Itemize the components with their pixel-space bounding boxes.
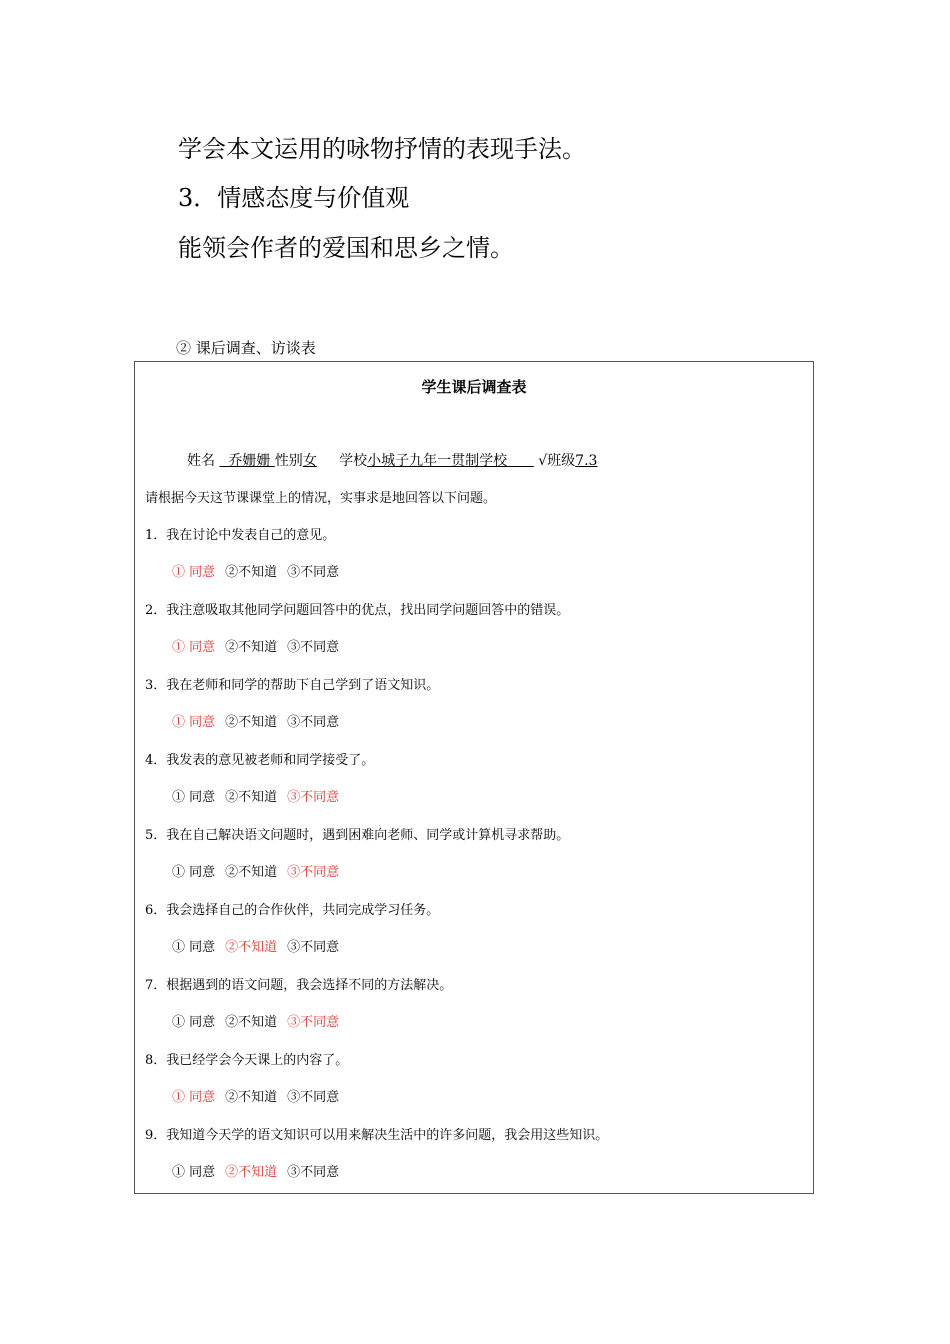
class-value: 7.3 xyxy=(575,453,598,469)
question-6: 6．我会选择自己的合作伙伴，共同完成学习任务。 xyxy=(145,903,440,918)
option-disagree[interactable]: ③不同意 xyxy=(287,940,340,955)
school-label: 学校 xyxy=(339,453,368,469)
question-9-options xyxy=(172,1163,349,1183)
question-7: 7．根据遇到的语文问题，我会选择不同的方法解决。 xyxy=(145,978,453,993)
option-unsure[interactable]: ②不知道 xyxy=(225,865,278,880)
question-2: 2．我注意吸取其他同学问题回答中的优点，找出同学问题回答中的错误。 xyxy=(145,603,570,618)
option-disagree[interactable]: ③不同意 xyxy=(287,790,340,805)
question-8: 8．我已经学会今天课上的内容了。 xyxy=(145,1053,349,1068)
option-disagree[interactable]: ③不同意 xyxy=(287,715,340,730)
option-disagree[interactable]: ③不同意 xyxy=(287,865,340,880)
option-unsure[interactable]: ②不知道 xyxy=(225,790,278,805)
question-1-options xyxy=(172,563,349,583)
question-9: 9．我知道今天学的语文知识可以用来解决生活中的许多问题，我会用这些知识。 xyxy=(145,1128,609,1143)
option-unsure[interactable]: ②不知道 xyxy=(225,715,278,730)
option-agree[interactable]: ① 同意 xyxy=(172,1165,216,1180)
option-unsure[interactable]: ②不知道 xyxy=(225,1090,278,1105)
question-4-options xyxy=(172,788,349,808)
student-info-line xyxy=(187,451,597,471)
question-3: 3．我在老师和同学的帮助下自己学到了语文知识。 xyxy=(145,678,440,693)
name-label: 姓名 xyxy=(187,453,215,469)
option-agree[interactable]: ① 同意 xyxy=(172,790,216,805)
survey-form xyxy=(134,361,814,1194)
option-disagree[interactable]: ③不同意 xyxy=(287,640,340,655)
gender-label: 性别 xyxy=(274,453,303,469)
gender-value: 女 xyxy=(302,453,317,469)
name-value: 乔姗姗 xyxy=(228,453,271,469)
option-agree[interactable]: ① 同意 xyxy=(172,940,216,955)
option-agree[interactable]: ① 同意 xyxy=(172,640,216,655)
section-caption: ② 课后调查、访谈表 xyxy=(176,339,316,357)
question-5-options xyxy=(172,863,349,883)
option-agree[interactable]: ① 同意 xyxy=(172,865,216,880)
objective-line-1: 学会本文运用的咏物抒情的表现手法。 xyxy=(178,135,586,163)
objective-line-3: 能领会作者的爱国和思乡之情。 xyxy=(178,234,514,262)
question-8-options xyxy=(172,1088,349,1108)
objective-heading-3: 3．情感态度与价值观 xyxy=(178,184,410,212)
question-1: 1．我在讨论中发表自己的意见。 xyxy=(145,528,336,543)
option-agree[interactable]: ① 同意 xyxy=(172,1090,216,1105)
option-disagree[interactable]: ③不同意 xyxy=(287,1165,340,1180)
option-agree[interactable]: ① 同意 xyxy=(172,715,216,730)
survey-title: 学生课后调查表 xyxy=(421,378,527,396)
option-unsure[interactable]: ②不知道 xyxy=(225,940,278,955)
option-agree[interactable]: ① 同意 xyxy=(172,1015,216,1030)
school-value: 小城子九年一贯制学校 xyxy=(367,453,508,469)
option-disagree[interactable]: ③不同意 xyxy=(287,1090,340,1105)
option-unsure[interactable]: ②不知道 xyxy=(225,1165,278,1180)
option-unsure[interactable]: ②不知道 xyxy=(225,640,278,655)
question-6-options xyxy=(172,938,349,958)
class-label: √班级 xyxy=(538,453,576,469)
question-2-options xyxy=(172,638,349,658)
option-unsure[interactable]: ②不知道 xyxy=(225,565,278,580)
option-disagree[interactable]: ③不同意 xyxy=(287,1015,340,1030)
question-4: 4．我发表的意见被老师和同学接受了。 xyxy=(145,753,375,768)
option-unsure[interactable]: ②不知道 xyxy=(225,1015,278,1030)
question-7-options xyxy=(172,1013,349,1033)
question-5: 5．我在自己解决语文问题时，遇到困难向老师、同学或计算机寻求帮助。 xyxy=(145,828,570,843)
option-disagree[interactable]: ③不同意 xyxy=(287,565,340,580)
option-agree[interactable]: ① 同意 xyxy=(172,565,216,580)
question-3-options xyxy=(172,713,349,733)
survey-instructions: 请根据今天这节课课堂上的情况，实事求是地回答以下问题。 xyxy=(145,491,497,506)
